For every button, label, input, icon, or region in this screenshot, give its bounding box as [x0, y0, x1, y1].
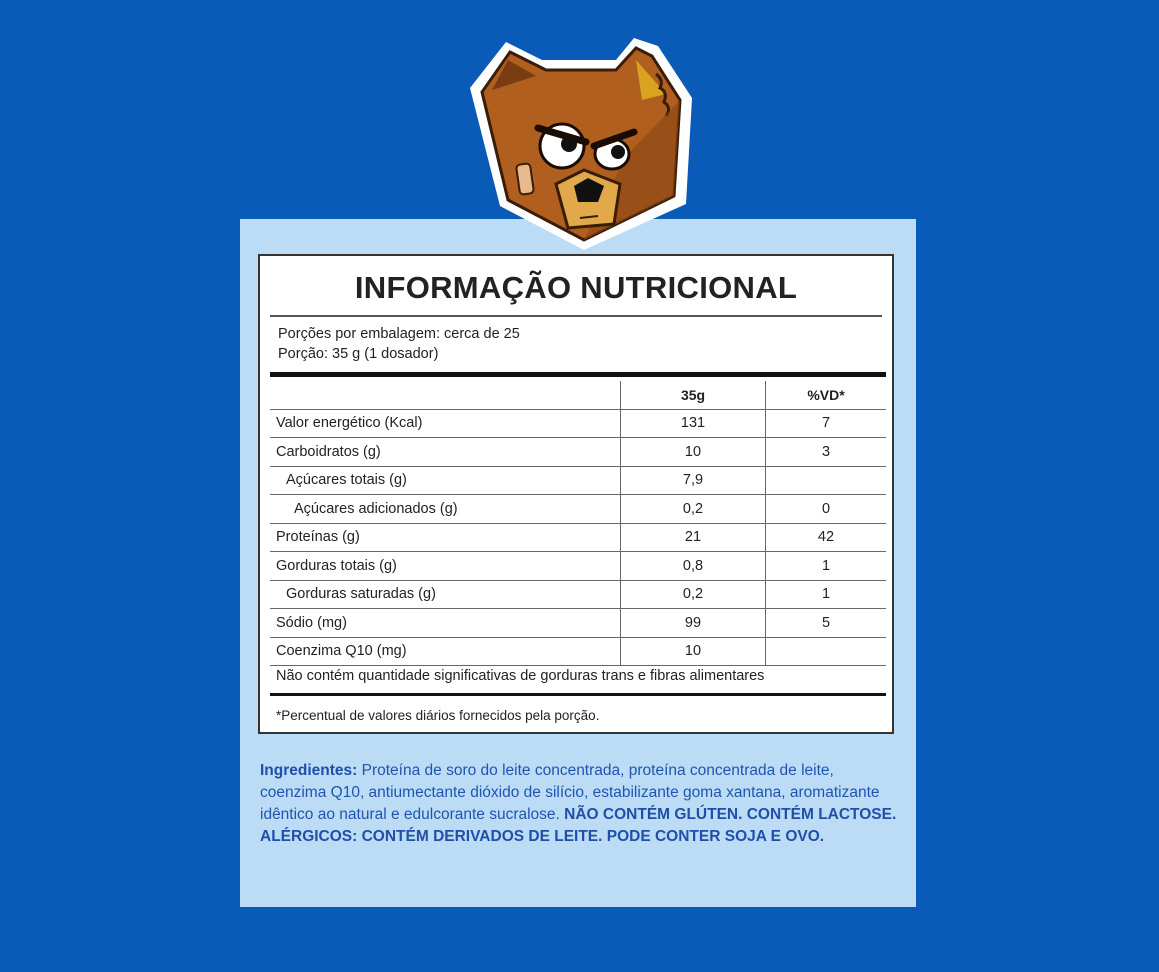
nutrient-dv: 0	[766, 495, 887, 524]
table-row	[270, 609, 886, 638]
nutrient-name: Açúcares totais (g)	[270, 466, 621, 495]
ingredients-list: Proteína de soro do leite concentrada, proteína concentrada de leite, coenzima Q10, antiumectante dióxido de silício, estabilizante goma xantana, aromatizante idêntico ao natural e edulcorante sucralose.	[260, 762, 880, 823]
nutrition-facts-label	[258, 254, 894, 734]
nutrient-amount: 7,9	[621, 466, 766, 495]
table-row	[270, 438, 886, 467]
table-row	[270, 637, 886, 666]
nutrient-name: Valor energético (Kcal)	[270, 409, 621, 438]
nutrient-dv	[766, 466, 887, 495]
table-row	[270, 552, 886, 581]
nutrient-amount: 0,2	[621, 495, 766, 524]
nutrient-amount: 131	[621, 409, 766, 438]
nutrient-name: Carboidratos (g)	[270, 438, 621, 467]
trans-fat-note: Não contém quantidade significativas de gorduras trans e fibras alimentares	[276, 668, 765, 684]
daily-value-note: *Percentual de valores diários fornecidos pela porção.	[276, 708, 600, 723]
divider	[270, 315, 882, 317]
nutrient-dv: 42	[766, 523, 887, 552]
table-row	[270, 466, 886, 495]
nutrient-name: Sódio (mg)	[270, 609, 621, 638]
nutrient-dv: 1	[766, 552, 887, 581]
nutrient-dv	[766, 637, 887, 666]
table-row	[270, 523, 886, 552]
nutrient-dv: 1	[766, 580, 887, 609]
serving-info	[278, 324, 520, 364]
nutrient-amount: 0,2	[621, 580, 766, 609]
nutrient-dv: 5	[766, 609, 887, 638]
header-name	[270, 381, 621, 409]
serving-size: Porção: 35 g (1 dosador)	[278, 346, 439, 362]
table-row	[270, 409, 886, 438]
label-title: INFORMAÇÃO NUTRICIONAL	[354, 270, 798, 305]
nutrient-amount: 21	[621, 523, 766, 552]
nutrient-name: Açúcares adicionados (g)	[270, 495, 621, 524]
header-amount: 35g	[621, 381, 766, 409]
nutrient-dv: 7	[766, 409, 887, 438]
bear-mascot-icon	[466, 36, 692, 250]
nutrient-name: Proteínas (g)	[270, 523, 621, 552]
nutrient-amount: 10	[621, 637, 766, 666]
nutrient-name: Gorduras saturadas (g)	[270, 580, 621, 609]
nutrient-name: Gorduras totais (g)	[270, 552, 621, 581]
nutrition-table	[270, 381, 886, 666]
ingredients-label: Ingredientes:	[260, 762, 358, 779]
table-header-row	[270, 381, 886, 409]
servings-per-package: Porções por embalagem: cerca de 25	[278, 326, 520, 342]
nutrient-amount: 10	[621, 438, 766, 467]
ingredients-text	[260, 760, 900, 848]
thick-divider	[270, 693, 886, 696]
table-row	[270, 495, 886, 524]
table-row	[270, 580, 886, 609]
nutrient-dv: 3	[766, 438, 887, 467]
allergen-warning: NÃO CONTÉM GLÚTEN. CONTÉM LACTOSE. ALÉRGICOS: CONTÉM DERIVADOS DE LEITE. PODE CONTER SOJA E OVO.	[260, 806, 897, 845]
nutrient-name: Coenzima Q10 (mg)	[270, 637, 621, 666]
thick-divider	[270, 372, 886, 377]
nutrient-amount: 99	[621, 609, 766, 638]
nutrient-amount: 0,8	[621, 552, 766, 581]
header-dv: %VD*	[766, 381, 887, 409]
